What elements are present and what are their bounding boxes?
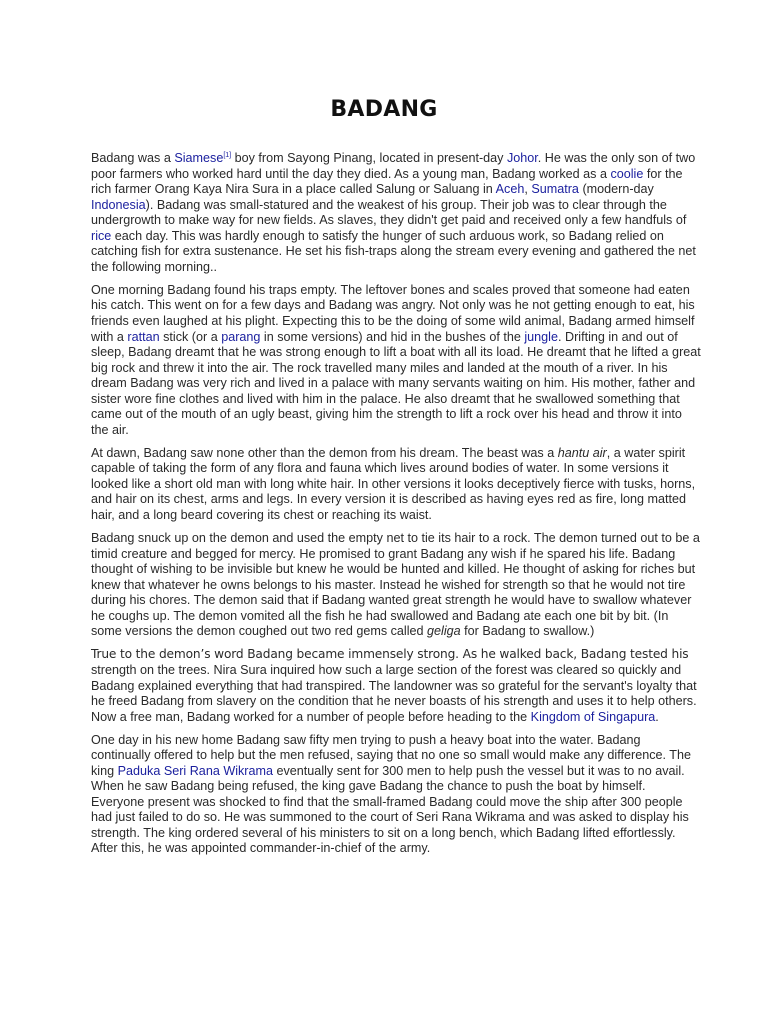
text: Badang snuck up on the demon and used the empty net to tie its hair to a rock. The demon turned out to be a timid creature and begged for mercy. He promised to grant Badang any wish if he spared his life. Badang thought of wishing to be invisible but knew he would be hunted and killed. He thought of asking for riches but knew that whatever he owns belongs to his master. Instead he wished for strength so that he would not tire during his chores. The demon said that if Badang wanted great strength he would have to swallow whatever he coughs up. The demon vomited all the fish he had swallowed and Badang ate each one bit by bit. (In some versions the demon coughed out two red gems called <box>91 531 700 639</box>
paragraph-6 <box>91 733 701 857</box>
text: , <box>524 182 532 197</box>
link-aceh[interactable]: Aceh <box>495 182 525 197</box>
link-parang[interactable]: parang <box>221 329 261 344</box>
link-sumatra[interactable]: Sumatra <box>531 182 579 197</box>
text: One day in his new home Badang saw fifty men trying to push a heavy boat into the water. Badang continually offered to help but the men refused, saying that no one so small would make any difference. The king <box>91 732 691 778</box>
paragraph-2 <box>91 283 701 438</box>
text: stick (or a <box>159 329 222 344</box>
text: for Badang to swallow.) <box>460 624 595 639</box>
italic-term-hantu-air: hantu air <box>557 445 607 460</box>
text: . <box>655 709 659 724</box>
article-body <box>91 151 701 865</box>
text: . Drifting in and out of sleep, Badang dreamt that he was strong enough to lift a boat with all its load. He dreamt that he lifted a great big rock and threw it into the air. The rock travelled many miles and landed at the mouth of a river. In his dream Badang was very rich and lived in a palace with many servants waiting on him. His mother, father and sister wore fine clothes and lived with him in the palace. He also dreamt that he swallowed something that came out of the mouth of an ugly beast, giving him the strength to lift a rock over his head and throw it into the air. <box>91 329 701 437</box>
link-johor[interactable]: Johor <box>506 151 538 165</box>
page-title: BADANG <box>330 97 438 122</box>
text: in some versions) and hid in the bushes of the <box>260 329 525 344</box>
link-kingdom-of-singapura[interactable]: Kingdom of Singapura <box>530 709 656 724</box>
paragraph-1 <box>91 151 701 275</box>
paragraph-5 <box>91 647 701 725</box>
link-jungle[interactable]: jungle <box>524 329 558 344</box>
reference-marker[interactable]: [1] <box>223 151 232 159</box>
text: At dawn, Badang saw none other than the demon from his dream. The beast was a <box>91 445 558 460</box>
text: strength on the trees. Nira Sura inquired how such a large section of the forest was cleared so quickly and Badang explained everything that had transpired. The landowner was so grateful for the servant's loyalty that he freed Badang from slavery on the condition that he never boasts of his strength and uses it to help others. Now a free man, Badang worked for a number of people before heading to the <box>91 662 697 724</box>
paragraph-3 <box>91 446 701 524</box>
text: One morning Badang found his traps empty. The leftover bones and scales proved that someone had eaten his catch. This went on for a few days and Badang was angry. Not only was he not getting enough to eat, his friends even laughed at his plight. Expecting this to be the doing of some wild animal, Badang armed himself with a <box>91 282 695 344</box>
text: eventually sent for 300 men to help push the vessel but it was to no avail. When he saw Badang being refused, the king gave Badang the chance to push the boat by himself. Everyone present was shocked to find that the small-framed Badang could move the ship after 300 people had just failed to do so. He was summoned to the court of Seri Rana Wikrama and was asked to display his strength. The king ordered several of his ministers to sit on a long bench, which Badang lifted effortlessly. After this, he was appointed commander-in-chief of the army. <box>91 763 689 856</box>
link-rice[interactable]: rice <box>91 228 112 243</box>
text: (modern-day <box>578 182 654 197</box>
paragraph-4 <box>91 531 701 640</box>
link-paduka-seri-rana-wikrama[interactable]: Paduka Seri Rana Wikrama <box>117 763 273 778</box>
text: Badang was a <box>91 151 175 165</box>
text: True to the demon’s word Badang became immensely strong. As he walked back, Badang tested his <box>91 647 689 662</box>
link-siamese[interactable]: Siamese <box>174 151 224 165</box>
text: boy from Sayong Pinang, located in present-day <box>231 151 507 165</box>
link-coolie[interactable]: coolie <box>610 166 644 181</box>
text: each day. This was hardly enough to satisfy the hunger of such arduous work, so Badang relied on catching fish for extra sustenance. He set his fish-traps along the stream every evening and gathered the net the following morning.. <box>91 228 696 274</box>
link-rattan[interactable]: rattan <box>127 329 160 344</box>
text: , a water spirit capable of taking the form of any flora and fauna which lives around bodies of water. In some versions it looked like a short old man with long white hair. In other versions it looks deceptively fierce with tusks, horns, and hair on its chest, arms and legs. In every version it is described as having eyes red as fire, long matted hair, and a long beard covering its chest or reaching its waist. <box>91 445 696 523</box>
link-indonesia[interactable]: Indonesia <box>91 197 146 212</box>
italic-term-geliga: geliga <box>427 624 461 639</box>
text: ). Badang was small-statured and the weakest of his group. Their job was to clear through the undergrowth to make way for new fields. As slaves, they didn't get paid and received only a few handfuls of <box>91 197 687 228</box>
text: . He was the only son of two poor farmers who worked hard until the day they died. As a young man, Badang worked as a <box>91 151 696 181</box>
text: for the rich farmer Orang Kaya Nira Sura in a place called Salung or Saluang in <box>91 166 683 197</box>
